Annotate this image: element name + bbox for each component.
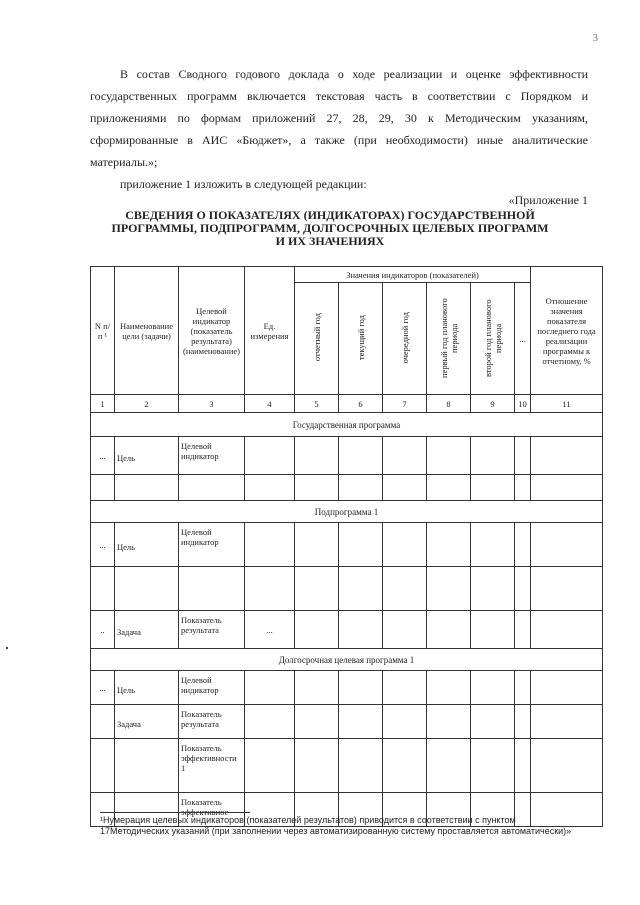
header-indicator: Целевой индикатор (показатель результата) (наименование) (179, 267, 245, 395)
header-values-group: Значения индикаторов (показателей) (295, 267, 531, 283)
header-plan-year1 (427, 283, 471, 395)
col-number: 3 (179, 395, 245, 413)
col-number: 7 (383, 395, 427, 413)
indicators-table (90, 266, 603, 827)
row-goal: Цель (115, 671, 179, 705)
row-task: Задача (115, 705, 179, 739)
col-number: 1 (91, 395, 115, 413)
footnote-rule (100, 812, 250, 813)
section-row (91, 413, 603, 437)
col-number: 5 (295, 395, 339, 413)
table-row (91, 437, 603, 475)
footnote: ¹Нумерация целевых индикаторов (показателей результатов) приводится в соответствии с пунктом 17Методических указаний (при заполнении через автоматизированную систему проставляется автоматически)» (100, 815, 572, 836)
header-ratio: Отношение значения показателя последнего года реализации программы к отчетному, % (531, 267, 603, 395)
row-goal: Цель (115, 523, 179, 567)
header-next-year (383, 283, 427, 395)
section-subprogram: Подпрограмма 1 (91, 501, 603, 523)
row-indicator: Показатель эффективности 1 (179, 739, 245, 793)
header-report-year-label: отчетный год (311, 313, 322, 362)
column-numbers-row (91, 395, 603, 413)
row-task: Задача (115, 611, 179, 649)
col-number: 10 (515, 395, 531, 413)
page-number: 3 (592, 32, 598, 44)
header-more-years: ... (515, 283, 531, 395)
header-plan-year1-label: первый год планового периода (438, 297, 459, 378)
section-row (91, 501, 603, 523)
header-unit: Ед. измерения (245, 267, 295, 395)
row-goal: Цель (115, 437, 179, 475)
row-indicator: Показатель результата (179, 611, 245, 649)
header-current-year-label: текущий год (355, 314, 366, 361)
row-indicator: Целевой индикатор (179, 437, 245, 475)
section-long-term: Долгосрочная целевая программа 1 (91, 649, 603, 671)
col-number: 9 (471, 395, 515, 413)
col-number: 6 (339, 395, 383, 413)
header-plan-year2 (471, 283, 515, 395)
row-indicator: Целевой индикатор (179, 671, 245, 705)
header-goal-name: Наименование цели (задачи) (115, 267, 179, 395)
row-num: .. (91, 611, 115, 649)
table-row (91, 671, 603, 705)
stray-mark (6, 647, 8, 649)
table-row (91, 475, 603, 501)
header-num: N п/п ¹ (91, 267, 115, 395)
row-indicator: Целевой индикатор (179, 523, 245, 567)
row-unit: ... (245, 611, 295, 649)
header-report-year (295, 283, 339, 395)
table-row (91, 739, 603, 793)
row-num: ... (91, 523, 115, 567)
col-number: 4 (245, 395, 295, 413)
header-current-year (339, 283, 383, 395)
row-indicator: Показатель эффективнос (179, 793, 245, 827)
table-row (91, 567, 603, 611)
section-state-program: Государственная программа (91, 413, 603, 437)
header-plan-year2-label: второй год планового периода (482, 298, 503, 377)
intro-paragraph: В состав Сводного годового доклада о ходе реализации и оценке эффективности государственных программ включается текстовая часть в соответствии с Порядком и приложениями по формам приложений 27, 28, 29, 30 к Методическим указаниям, сформированные в АИС «Бюджет», а также (при необходимости) иные аналитические материалы.»; (90, 67, 588, 169)
header-next-year-label: очередной год (399, 311, 410, 364)
row-indicator: Показатель результата (179, 705, 245, 739)
document-title: СВЕДЕНИЯ О ПОКАЗАТЕЛЯХ (ИНДИКАТОРАХ) ГОСУДАРСТВЕННОЙ ПРОГРАММЫ, ПОДПРОГРАММ, ДОЛГОСРОЧНЫХ ЦЕЛЕВЫХ ПРОГРАММ И ИХ ЗНАЧЕНИЯХ (111, 208, 549, 248)
row-num: ... (91, 437, 115, 475)
row-num: ... (91, 671, 115, 705)
table-row (91, 705, 603, 739)
col-number: 2 (115, 395, 179, 413)
col-number: 11 (531, 395, 603, 413)
table-header-row (91, 267, 603, 283)
col-number: 8 (427, 395, 471, 413)
table-row (91, 611, 603, 649)
appendix-label: «Приложение 1 (508, 193, 588, 207)
amendment-paragraph: приложение 1 изложить в следующей редакции: (120, 177, 367, 191)
table-row (91, 523, 603, 567)
section-row (91, 649, 603, 671)
